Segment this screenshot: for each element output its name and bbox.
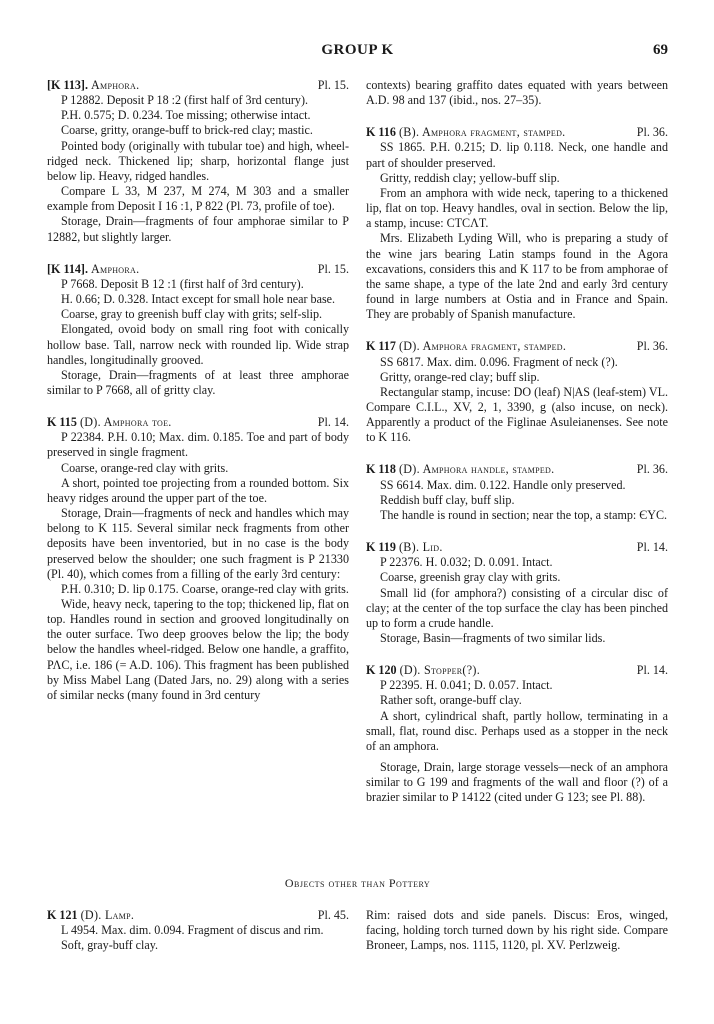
entry-heading	[366, 540, 668, 555]
entry-id: [K 113].	[47, 78, 88, 92]
entry-paragraph: Coarse, gritty, orange-buff to brick-red clay; mastic.	[61, 123, 313, 138]
plate-reference: Pl. 14.	[636, 663, 668, 678]
plate-reference: Pl. 14.	[636, 540, 668, 555]
plate-reference: Pl. 15.	[317, 261, 349, 276]
entry-paragraph: Coarse, gray to greenish buff clay with grits; self-slip.	[61, 307, 323, 322]
catalogue-entry-k114	[47, 262, 349, 398]
entry-title: Amphora.	[91, 78, 140, 92]
page-number: 69	[653, 42, 668, 58]
entry-paragraph: Storage, Drain—fragments of four amphorae similar to P 12882, but slightly larger.	[47, 214, 349, 244]
catalogue-entry-k117	[366, 339, 668, 445]
entry-heading	[47, 78, 349, 93]
catalogue-entry-k120	[366, 663, 668, 805]
left-column	[47, 78, 349, 720]
entry-paragraph: Small lid (for amphora?) consisting of a circular disc of clay; at the center of the top surface the clay has been pinched up to form a crude handle.	[366, 585, 668, 630]
entry-paragraph: Rather soft, orange-buff clay.	[380, 693, 522, 708]
entry-paragraph: P 7668. Deposit B 12 :1 (first half of 3rd century).	[61, 276, 304, 291]
entry-paragraph: Storage, Drain—fragments of neck and handles which may belong to K 115. Several similar neck fragments from other deposits have been inventoried, but in no case is the body preserved below the shoulder; one such fragment is P 21330 (Pl. 40), which comes from a filling of the early 3rd century:	[47, 506, 349, 581]
entry-title: (D). Stopper(?).	[399, 663, 481, 678]
bottom-left-column	[47, 908, 349, 970]
entry-paragraph: Soft, gray-buff clay.	[61, 938, 159, 953]
entry-paragraph: P 22395. H. 0.041; D. 0.057. Intact.	[380, 678, 553, 693]
page-header	[47, 42, 668, 66]
entry-paragraph: SS 6817. Max. dim. 0.096. Fragment of neck (?).	[380, 354, 618, 369]
plate-reference: Pl. 14.	[317, 415, 349, 430]
right-column	[366, 78, 668, 823]
entry-heading	[366, 339, 668, 354]
catalogue-entry-k115	[47, 415, 349, 703]
entry-paragraph: P 22384. P.H. 0.10; Max. dim. 0.185. Toe and part of body preserved in single fragment.	[47, 430, 349, 460]
plate-reference: Pl. 36.	[636, 125, 668, 140]
entry-paragraph: From an amphora with wide neck, tapering to a thickened lip, flat on top. Heavy handles, oval in section. Below the lip, a stamp, incuse: CTCΛT.	[366, 185, 668, 231]
entry-id: K 116	[366, 125, 396, 140]
entry-paragraph: Mrs. Elizabeth Lyding Will, who is preparing a study of the wine jars bearing Latin stamps found in the Agora excavations, considers this and K 117 to be from amphorae of the same shape, a type of the late 2nd and early 3rd century found in large numbers at Ostia and in France and Spain. They are probably of Spanish manufacture.	[366, 231, 668, 322]
entry-title: (B). Lid.	[398, 540, 443, 555]
entry-paragraph: P 12882. Deposit P 18 :2 (first half of 3rd century).	[61, 93, 308, 108]
entry-paragraph: Rectangular stamp, incuse: DO (leaf) N|AS (leaf-stem) VL. Compare C.I.L., XV, 2, 1, 3390, g (also incuse, on neck). Apparently a product of the Figlinae Asuleianenses. See note to K 116.	[366, 384, 668, 445]
entry-id: K 121	[47, 908, 78, 922]
entry-title: Amphora.	[91, 261, 140, 276]
entry-heading	[47, 908, 349, 923]
catalogue-entry-k116	[366, 125, 668, 322]
entry-paragraph: P.H. 0.310; D. lip 0.175. Coarse, orange-red clay with grits.	[61, 581, 349, 596]
entry-title: (B). Amphora fragment, stamped.	[398, 125, 566, 140]
catalogue-entry-k118	[366, 462, 668, 523]
entry-paragraph: Elongated, ovoid body on small ring foot with conically hollow base. Tall, narrow neck with rounded lip. Wide strap handles, longitudinally grooved.	[47, 322, 349, 367]
entry-paragraph: SS 1865. P.H. 0.215; D. lip 0.118. Neck, one handle and part of shoulder preserved.	[366, 140, 668, 170]
entry-paragraph: Coarse, greenish gray clay with grits.	[380, 570, 561, 585]
entry-title: (D). Amphora handle, stamped.	[398, 462, 555, 477]
entry-paragraph: Storage, Basin—fragments of two similar lids.	[380, 631, 606, 645]
entry-title: (D). Amphora fragment, stamped.	[398, 339, 567, 354]
entry-paragraph: Pointed body (originally with tubular toe) and high, wheel-ridged neck. Thickened lip; sharp, horizontal flange just below lip. Heavy, ridged handles.	[47, 138, 349, 183]
bottom-right-column	[366, 908, 668, 953]
entry-heading	[366, 125, 668, 140]
entry-heading	[47, 262, 349, 277]
entry-paragraph: L 4954. Max. dim. 0.094. Fragment of discus and rim.	[61, 923, 324, 938]
plate-reference: Pl. 45.	[317, 908, 349, 922]
entry-paragraph: Reddish buff clay, buff slip.	[380, 492, 515, 507]
section-heading: Objects other than Pottery	[284, 876, 431, 890]
entry-paragraph: Storage, Drain, large storage vessels—neck of an amphora similar to G 199 and fragments of the wall and floor (?) of a brazier similar to P 14122 (cited under G 123; see Pl. 88).	[366, 760, 668, 805]
entry-paragraph: P 22376. H. 0.032; D. 0.091. Intact.	[380, 555, 553, 570]
entry-id: K 118	[366, 462, 396, 477]
entry-paragraph: H. 0.66; D. 0.328. Intact except for small hole near base.	[61, 292, 336, 307]
entry-id: K 115	[47, 415, 77, 430]
catalogue-entry-k119	[366, 540, 668, 646]
entry-paragraph: Coarse, orange-red clay with grits.	[61, 460, 229, 475]
entry-id: K 119	[366, 540, 396, 555]
entry-paragraph: P.H. 0.575; D. 0.234. Toe missing; otherwise intact.	[61, 108, 311, 123]
entry-paragraph: Gritty, reddish clay; yellow-buff slip.	[380, 170, 560, 185]
continuation-paragraph: Rim: raised dots and side panels. Discus: Eros, winged, facing, holding torch turned down by his right side. Compare Broneer, Lamps, nos. 1115, 1120, pl. XV. Perlzweig.	[366, 908, 668, 953]
entry-paragraph: A short, pointed toe projecting from a rounded bottom. Six heavy ridges around the upper part of the toe.	[47, 475, 349, 505]
entry-title: (D). Lamp.	[80, 908, 135, 922]
entry-paragraph: Gritty, orange-red clay; buff slip.	[380, 369, 540, 384]
plate-reference: Pl. 36.	[636, 339, 668, 354]
entry-paragraph: Storage, Drain—fragments of at least three amphorae similar to P 7668, all of gritty clay.	[47, 367, 349, 397]
entry-heading	[47, 415, 349, 430]
entry-id: K 120	[366, 663, 397, 678]
entry-paragraph: Compare L 33, M 237, M 274, M 303 and a smaller example from Deposit I 16 :1, P 822 (Pl. 73, profile of toe).	[47, 184, 349, 214]
catalogue-entry-k113	[47, 78, 349, 245]
plate-reference: Pl. 15.	[317, 78, 349, 92]
entry-id: [K 114].	[47, 261, 88, 276]
entry-id: K 117	[366, 339, 396, 354]
entry-paragraph: The handle is round in section; near the top, a stamp: ЄYC.	[380, 507, 668, 522]
entry-heading	[366, 663, 668, 678]
continuation-paragraph: contexts) bearing graffito dates equated with years between A.D. 98 and 137 (ibid., nos. 27–35).	[366, 78, 668, 108]
catalogue-entry-k121	[47, 908, 349, 953]
entry-paragraph: Wide, heavy neck, tapering to the top; thickened lip, flat on top. Handles round in section and grooved longitudinally on the outer surface. Two deep grooves below the lip; the body below the handles wheel-ridged. Below one handle, a graffito, ΡΛϹ, i.e. 186 (= A.D. 106). This fragment has been published by Miss Mabel Lang (Dated Jars, no. 29) along with a series of similar necks (many found in 3rd century	[47, 597, 349, 702]
running-title: GROUP K	[321, 42, 394, 58]
plate-reference: Pl. 36.	[636, 462, 668, 477]
entry-paragraph: A short, cylindrical shaft, partly hollow, terminating in a small, flat, round disc. Perhaps used as a stopper in the neck of an amphora.	[366, 708, 668, 753]
entry-paragraph: SS 6614. Max. dim. 0.122. Handle only preserved.	[380, 477, 626, 492]
entry-title: (D). Amphora toe.	[79, 415, 172, 430]
entry-heading	[366, 462, 668, 477]
continued-text	[366, 78, 668, 108]
